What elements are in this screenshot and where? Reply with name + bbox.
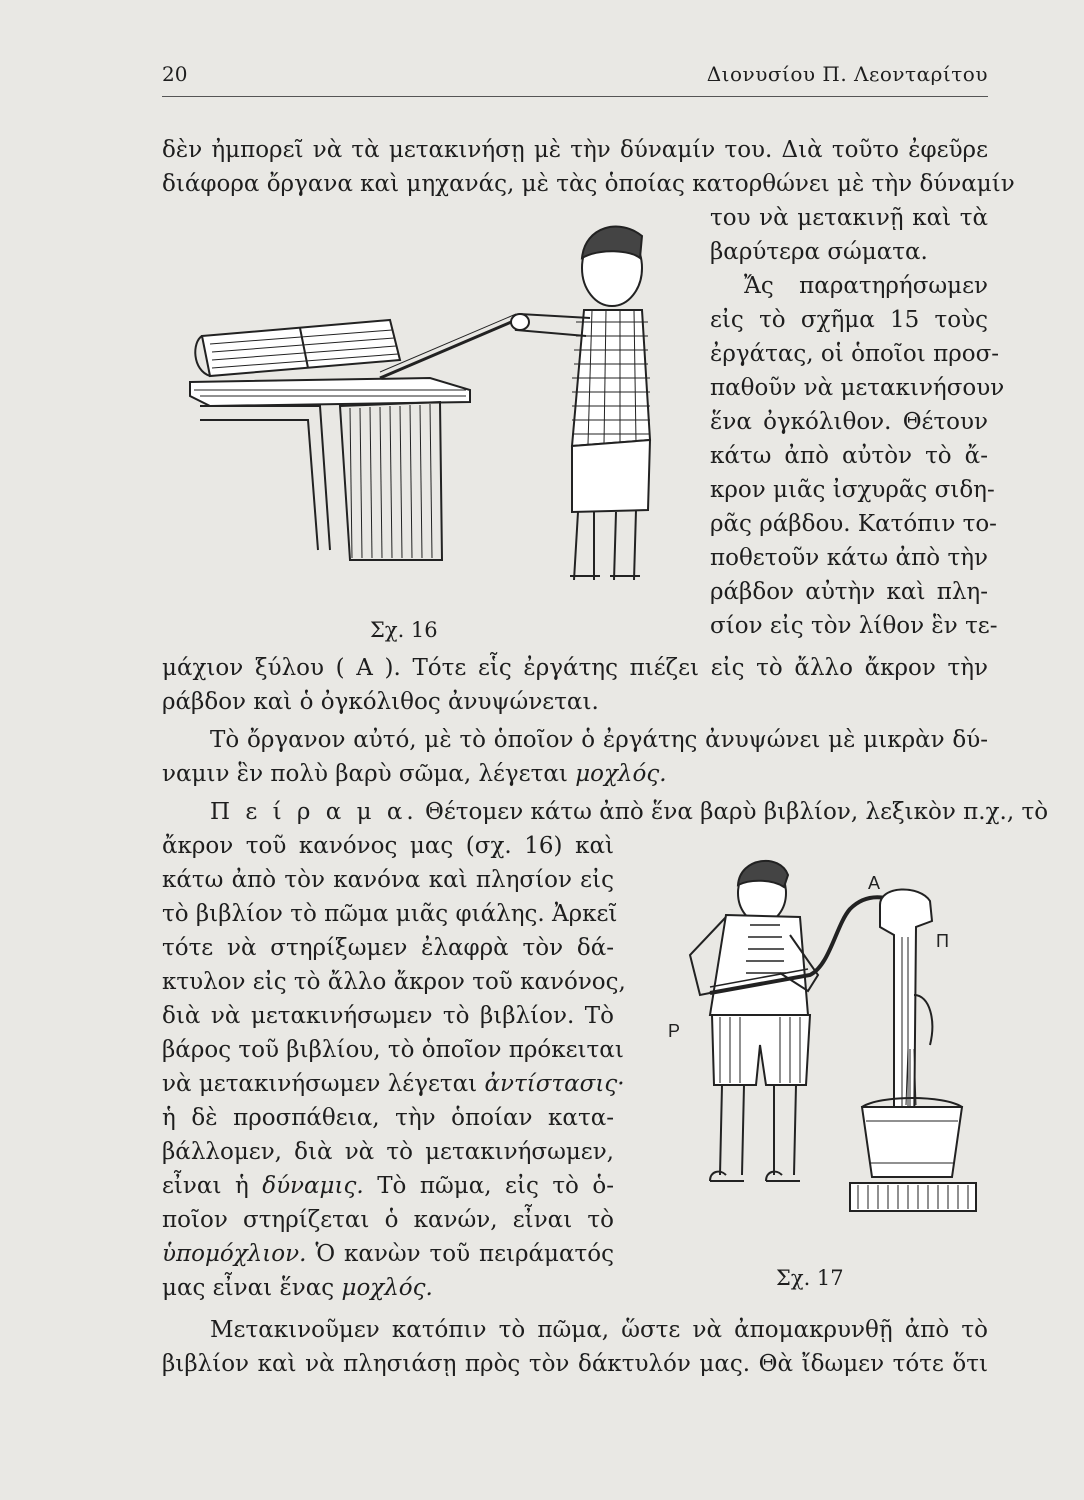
text-line: ρᾶς ράβδου. Κατόπιν το- bbox=[710, 511, 997, 537]
text-span: μας εἶναι ἕνας bbox=[162, 1275, 342, 1301]
figure-16-caption: Σχ. 16 bbox=[370, 618, 438, 642]
figure-16 bbox=[180, 210, 680, 590]
text-line: διὰ νὰ μετακινήσωμεν τὸ βιβλίον. Τὸ bbox=[162, 1003, 614, 1029]
text-line: βάλλομεν, διὰ νὰ τὸ μετακινήσωμεν, bbox=[162, 1139, 614, 1165]
text-line bbox=[162, 1170, 614, 1202]
text-line: κτυλον εἰς τὸ ἄλλο ἄκρον τοῦ κανόνος, bbox=[162, 969, 626, 995]
term-lever: μοχλός. bbox=[341, 1275, 433, 1301]
text-line: του νὰ μετακινῇ καὶ τὰ bbox=[710, 205, 988, 231]
text-line: κάτω ἀπὸ τὸν κανόνα καὶ πλησίον εἰς bbox=[162, 867, 614, 893]
text-line: κρον μιᾶς ἰσχυρᾶς σιδη- bbox=[710, 477, 995, 503]
text-line: μάχιον ξύλου ( Α ). Τότε εἷς ἐργάτης πιέζει εἰς τὸ ἄλλο ἄκρον τὴν bbox=[162, 655, 988, 681]
text-line: ἕνα ὀγκόλιθον. Θέτουν bbox=[710, 409, 988, 435]
label-a: A bbox=[868, 873, 881, 893]
text-line: Τὸ ὄργανον αὐτό, μὲ τὸ ὁποῖον ὁ ἐργάτης ἀνυψώνει μὲ μικρὰν δύ- bbox=[210, 727, 988, 753]
text-line: ἐργάτας, οἱ ὁποῖοι προσ- bbox=[710, 341, 1000, 367]
term-force: δύναμις. bbox=[262, 1173, 364, 1199]
text-span: Ὁ κανὼν τοῦ πειράματός bbox=[306, 1241, 614, 1267]
running-title: Διονυσίου Π. Λεονταρίτου bbox=[706, 62, 988, 86]
text-line: δὲν ἠμπορεῖ νὰ τὰ μετακινήσῃ μὲ τὴν δύναμίν του. Διὰ τοῦτο ἐφεῦρε bbox=[162, 137, 988, 163]
figure-17-caption: Σχ. 17 bbox=[776, 1266, 844, 1290]
text-line: ἡ δὲ προσπάθεια, τὴν ὁποίαν κατα- bbox=[162, 1105, 614, 1131]
text-line bbox=[162, 1272, 614, 1304]
text-line bbox=[162, 1068, 625, 1100]
term-fulcrum: ὑπομόχλιον. bbox=[162, 1241, 307, 1267]
experiment-label: Π ε ί ρ α μ α. bbox=[210, 799, 418, 825]
text-line: ράβδον καὶ ὁ ὀγκόλιθος ἀνυψώνεται. bbox=[162, 689, 599, 715]
header-rule bbox=[162, 96, 988, 97]
text-line: Ἄς παρατηρήσωμεν bbox=[744, 273, 988, 299]
page-number: 20 bbox=[162, 62, 188, 86]
term-resistance: ἀντίστασις· bbox=[484, 1071, 625, 1097]
text-line: τὸ βιβλίον τὸ πῶμα μιᾶς φιάλης. Ἀρκεῖ bbox=[162, 901, 618, 927]
text-line: βιβλίον καὶ νὰ πλησιάσῃ πρὸς τὸν δάκτυλόν μας. Θὰ ἴδωμεν τότε ὅτι bbox=[162, 1351, 988, 1377]
text-line: βάρος τοῦ βιβλίου, τὸ ὁποῖον πρόκειται bbox=[162, 1037, 624, 1063]
term-lever: μοχλός. bbox=[575, 761, 667, 787]
figure-17 bbox=[640, 845, 980, 1245]
text-line: ράβδον αὐτὴν καὶ πλη- bbox=[710, 579, 988, 605]
text-line bbox=[162, 1238, 614, 1270]
page-header bbox=[162, 62, 988, 94]
text-line bbox=[210, 796, 1049, 828]
text-line: ποθετοῦν κάτω ἀπὸ τὴν bbox=[710, 545, 988, 571]
label-p: Π bbox=[936, 931, 949, 951]
text-line: κάτω ἀπὸ αὐτὸν τὸ ἄ- bbox=[710, 443, 988, 469]
text-span: Θέτομεν κάτω ἀπὸ ἕνα βαρὺ βιβλίον, λεξικὸν π.χ., τὸ bbox=[425, 799, 1049, 825]
text-line: ἄκρον τοῦ κανόνος μας (σχ. 16) καὶ bbox=[162, 833, 614, 859]
label-r: P bbox=[668, 1021, 681, 1041]
text-line: Μετακινοῦμεν κατόπιν τὸ πῶμα, ὥστε νὰ ἀπομακρυνθῇ ἀπὸ τὸ bbox=[210, 1317, 988, 1343]
text-span: ναμιν ἓν πολὺ βαρὺ σῶμα, λέγεται bbox=[162, 761, 576, 787]
text-line: ποῖον στηρίζεται ὁ κανών, εἶναι τὸ bbox=[162, 1207, 614, 1233]
text-span: εἶναι ἡ bbox=[162, 1173, 263, 1199]
text-line: βαρύτερα σώματα. bbox=[710, 239, 928, 265]
text-line: εἰς τὸ σχῆμα 15 τοὺς bbox=[710, 307, 988, 333]
text-line bbox=[162, 758, 988, 790]
text-span: νὰ μετακινήσωμεν λέγεται bbox=[162, 1071, 485, 1097]
text-line: τότε νὰ στηρίξωμεν ἐλαφρὰ τὸν δά- bbox=[162, 935, 614, 961]
text-line: σίον εἰς τὸν λίθον ἓν τε- bbox=[710, 613, 998, 639]
text-span: Τὸ πῶμα, εἰς τὸ ὁ- bbox=[363, 1173, 614, 1199]
text-line: διάφορα ὄργανα καὶ μηχανάς, μὲ τὰς ὁποίας κατορθώνει μὲ τὴν δύναμίν bbox=[162, 171, 1015, 197]
text-line: παθοῦν νὰ μετακινήσουν bbox=[710, 375, 1005, 401]
